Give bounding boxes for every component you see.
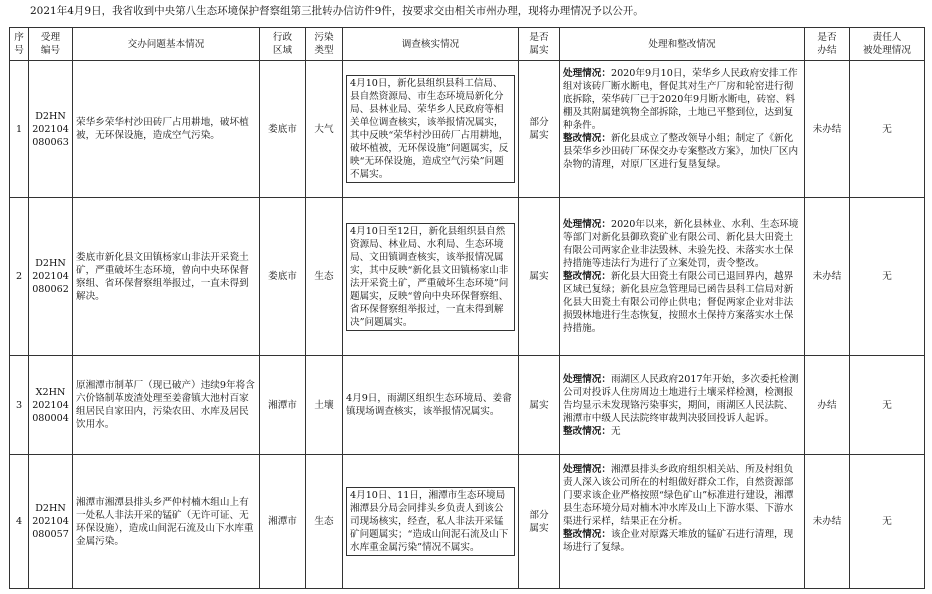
cell-verified: 属实: [519, 198, 560, 356]
header-verified: 是否 属实: [519, 28, 560, 61]
rectify-text: 该企业对原露天堆放的锰矿石进行清理，现场进行了复绿。: [563, 528, 794, 553]
cell-handling: [560, 198, 805, 356]
header-handling: 处理和整改情况: [560, 28, 805, 61]
cell-closed: 未办结: [805, 198, 850, 356]
cell-handling: [560, 61, 805, 198]
table-row: [10, 455, 925, 589]
cell-seq: 1: [10, 61, 29, 198]
cell-handling: [560, 455, 805, 589]
cell-seq: 3: [10, 356, 29, 455]
rectify-label: 整改情况：: [563, 528, 611, 540]
header-region: 行政 区域: [260, 28, 306, 61]
header-id: 受理 编号: [29, 28, 73, 61]
handling-label: 处理情况：: [563, 463, 611, 475]
cell-issue: 湘潭市湘潭县排头乡严仲村楠木组山上有一处私人非法开采的锰矿（无许可证、无环保设施），造成山间泥石流及山下水库重金属污染。: [73, 455, 260, 589]
handling-label: 处理情况：: [563, 219, 611, 230]
cell-seq: 2: [10, 198, 29, 356]
cell-pollution: 生态: [306, 455, 343, 589]
cell-investigation: 4月10日、11日，湘潭市生态环境局湘潭县分局会同排头乡负责人到该公司现场核实，经查，私人非法开采锰矿问题属实；“造成山间泥石流及山下水库重金属污染”情况不属实。: [346, 487, 515, 556]
cell-verified: 部分 属实: [519, 455, 560, 589]
cell-region: 娄底市: [260, 61, 306, 198]
cell-investigation: 4月10日，新化县组织县科工信局、县自然资源局、市生态环境局新化分局、县林业局、荣华乡人民政府等相关单位调查核实，该举报情况属实，其中反映“荣华村沙田砖厂占用耕地，破坏植被，无环保设施”问题属实，反映“无环保设施，造成空气污染”问题不属实。: [346, 75, 515, 183]
cell-handling: [560, 356, 805, 455]
header-investigation: 调查核实情况: [343, 28, 519, 61]
cell-accountable: 无: [850, 356, 925, 455]
cell-region: 湘潭市: [260, 455, 306, 589]
cell-region: 湘潭市: [260, 356, 306, 455]
cell-accountable: 无: [850, 455, 925, 589]
cell-pollution: 土壤: [306, 356, 343, 455]
cell-closed: 未办结: [805, 61, 850, 198]
cases-table: [9, 27, 925, 589]
cell-accountable: 无: [850, 198, 925, 356]
cell-investigation: 4月9日，雨湖区组织生态环境局、姜畲镇现场调查核实，该举报情况属实。: [343, 356, 519, 455]
cell-id: D2HN 202104 080062: [29, 198, 73, 356]
cell-region: 娄底市: [260, 198, 306, 356]
cell-verified: 属实: [519, 356, 560, 455]
table-row: [10, 198, 925, 356]
header-issue: 交办问题基本情况: [73, 28, 260, 61]
cell-id: D2HN 202104 080063: [29, 61, 73, 198]
handling-text: 湘潭县排头乡政府组织相关站、所及村组负责人深入该公司所在的村组做好群众工作，自然资源部门要求该企业严格按照“绿色矿山”标准进行建设，湘潭县生态环境分局对楠木冲水库及山上下游水渠、下游水渠进行采样，结果正在分析。: [563, 463, 794, 527]
header-pollution: 污染 类型: [306, 28, 343, 61]
rectify-label: 整改情况：: [563, 271, 611, 282]
rectify-label: 整改情况：: [563, 425, 611, 437]
cell-accountable: 无: [850, 61, 925, 198]
handling-text: 雨湖区人民政府2017年开始，多次委托检测公司对投诉人住房周边土地进行土壤采样检测，检测报告均显示未发现铬污染事实，期间，雨湖区人民法院、湘潭市中级人民法院终审裁判决驳回投诉人起诉。: [563, 373, 799, 424]
header-closed: 是否 办结: [805, 28, 850, 61]
header-row: [10, 28, 925, 61]
handling-label: 处理情况：: [563, 373, 611, 385]
handling-label: 处理情况：: [563, 68, 611, 79]
cell-issue: 原湘潭市制革厂（现已破产）违续9年将含六价铬制革废渣处理至姜畲镇大池村百家组居民自家田内，污染农田、水库及居民饮用水。: [73, 356, 260, 455]
intro-text: 2021年4月9日，我省收到中央第八生态环境保护督察组第三批转办信访件9件，按要求交由相关市州办理，现将办理情况予以公开。: [30, 5, 644, 17]
rectify-label: 整改情况：: [563, 133, 611, 144]
rectify-text: 新化县大田瓷土有限公司已退回界内，越界区域已复绿；新化县应急管理局已函告县科工信局对新化县大田瓷土有限公司停止供电；督促两家企业对非法损毁林地进行生态恢复，按照水土保持方案落实水土保持措施。: [563, 271, 794, 334]
cell-pollution: 生态: [306, 198, 343, 356]
cell-closed: 未办结: [805, 455, 850, 589]
table-row: [10, 356, 925, 455]
cell-id: D2HN 202104 080057: [29, 455, 73, 589]
cell-pollution: 大气: [306, 61, 343, 198]
handling-text: 2020年9月10日，荣华乡人民政府安排工作组对该砖厂断水断电，督促其对生产厂房和轮窑进行彻底拆除，荣华砖厂已于2020年9月断水断电，砖窑、料棚及其附属建筑物全部拆除，土地已平整到位，达到复种条件。: [563, 68, 798, 131]
cell-issue: 荣华乡荣华村沙田砖厂占用耕地，破坏植被，无环保设施，造成空气污染。: [73, 61, 260, 198]
header-seq: 序 号: [10, 28, 29, 61]
cell-issue: 娄底市新化县文田镇杨家山非法开采瓷土矿，严重破坏生态环境，曾向中央环保督察组、省环保督察组举报过，一直未得到解决。: [73, 198, 260, 356]
table-row: [10, 61, 925, 198]
rectify-text: 无: [610, 425, 621, 437]
cell-id: X2HN 202104 080004: [29, 356, 73, 455]
cell-closed: 办结: [805, 356, 850, 455]
cell-verified: 部分 属实: [519, 61, 560, 198]
cell-seq: 4: [10, 455, 29, 589]
cell-investigation: 4月10日至12日，新化县组织县自然资源局、林业局、水利局、生态环境局、文田镇调查核实，该举报情况属实，其中反映“新化县文田镇杨家山非法开采瓷土矿，严重破坏生态环境”问题属实，反映“曾向中央环保督察组、省环保督察组举报过，一直未得到解决”问题属实。: [346, 223, 515, 331]
rectify-text: 新化县成立了整改领导小组；制定了《新化县荣华乡沙田砖厂环保交办专案整改方案》，加快厂区内杂物的清理，对原厂区进行复垦复绿。: [563, 133, 799, 170]
handling-text: 2020年以来，新化县林业、水利、生态环境等部门对新化县御玖瓷矿业有限公司、新化县大田瓷土有限公司两家企业非法毁林、未验先投、未落实水土保持措施等违法行为进行了立案处罚，责令整改。: [563, 219, 799, 269]
header-accountable: 责任人 被处理情况: [850, 28, 925, 61]
